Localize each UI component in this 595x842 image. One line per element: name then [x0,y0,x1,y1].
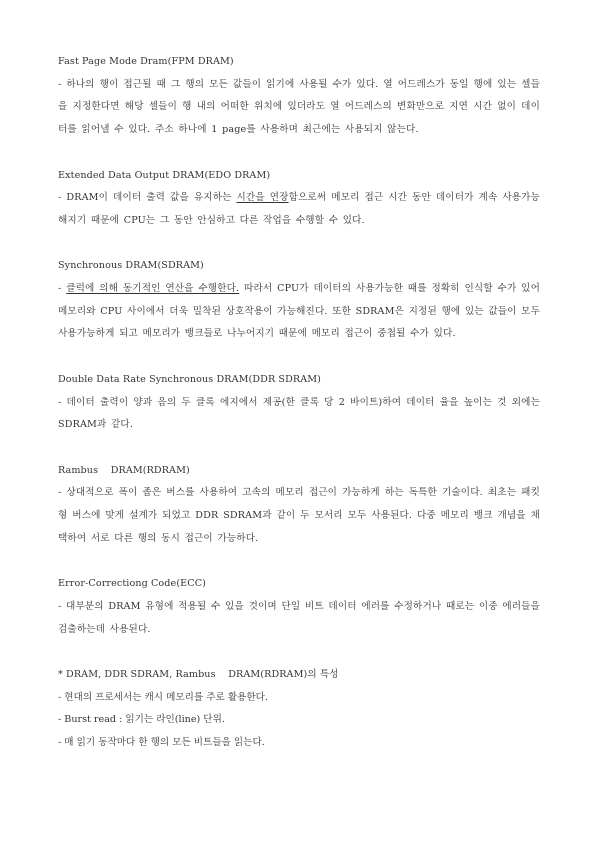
section-body: - 하나의 행이 접근될 때 그 행의 모든 값들이 읽기에 사용될 수가 있다. 열 어드레스가 동일 행에 있는 셀들을 지정한다면 해당 셀들이 행 내의 어떠한 위치에 있더라도 열 어드레스의 변화만으로 지연 시간 없이 데이터를 읽어낼 수 있다. 주소 하나에 1 page를 사용하며 최근에는 사용되지 않는다. [58,78,540,136]
section-heading: Double Data Rate Synchronous DRAM(DDR SDRAM) [58,373,322,385]
summary-heading: * DRAM, DDR SDRAM, Rambus DRAM(RDRAM)의 특성 [58,668,339,680]
section-heading: Fast Page Mode Dram(FPM DRAM) [58,56,234,67]
section-heading: Extended Data Output DRAM(EDO DRAM) [58,169,271,181]
section-ecc [58,573,540,641]
section-sdram [58,255,540,346]
section-body [58,278,540,346]
body-text: 따라서 CPU가 데이터의 사용가능한 때를 정확히 인식할 수가 있어 메모리와 CPU 사이에서 더욱 밀착된 상호작용이 가능해진다. 또한 SDRAM은 지정된 행에 있는 값들이 모두 사용가능하게 되고 메모리가 뱅크들로 나누어지기 때문에 메모리 접근이 중첩될 수가 있다. [58,283,541,340]
section-body: - 대부분의 DRAM 유형에 적용될 수 있을 것이며 단일 비트 데이터 에러를 수정하거나 때로는 이중 에러들을 검출하는데 사용된다. [58,600,540,635]
section-heading: Error-Correctiong Code(ECC) [58,578,206,590]
summary-bullet: - Burst read : 읽기는 라인(line) 단위. [58,714,225,726]
section-summary [58,664,540,755]
section-heading: Rambus DRAM(RDRAM) [58,464,190,476]
section-body: - 상대적으로 폭이 좁은 버스를 사용하여 고속의 메모리 접근이 가능하게 하는 독특한 기술이다. 최초는 패킷형 버스에 맞게 설계가 되었고 DDR SDRAM과 같이 두 모서리 모두 사용된다. 다중 메모리 뱅크 개념을 채택하여 서로 다른 행의 동시 접근이 가능하다. [58,487,540,544]
body-text: 함으로써 메모리 접근 시간 동안 데이터가 계속 사용가능해지기 때문에 CPU는 그 동안 안심하고 다른 작업을 수행할 수 있다. [58,192,540,226]
section-body [58,187,540,232]
underlined-text: 시간을 연장 [236,192,289,204]
underlined-text: 클럭에 의해 동기적인 연산을 수행한다. [66,283,240,294]
section-ddr-sdram [58,369,540,437]
section-fpm-dram [58,51,540,142]
summary-bullet: - 현대의 프로세서는 캐시 메모리를 주로 활용한다. [58,691,268,703]
section-heading: Synchronous DRAM(SDRAM) [58,260,204,272]
body-text: - [58,283,67,294]
section-rdram [58,460,540,551]
section-body: - 데이터 출력이 양과 음의 두 클록 에지에서 제공(한 클록 당 2 바이트)하여 데이터 율을 높이는 것 외에는 SDRAM과 같다. [58,396,540,431]
summary-bullet: - 매 읽기 동작마다 한 행의 모든 비트들을 읽는다. [58,737,265,748]
document-content [58,51,540,777]
body-text: - DRAM이 데이터 출력 값을 유지하는 [58,192,237,204]
section-edo-dram [58,165,540,233]
